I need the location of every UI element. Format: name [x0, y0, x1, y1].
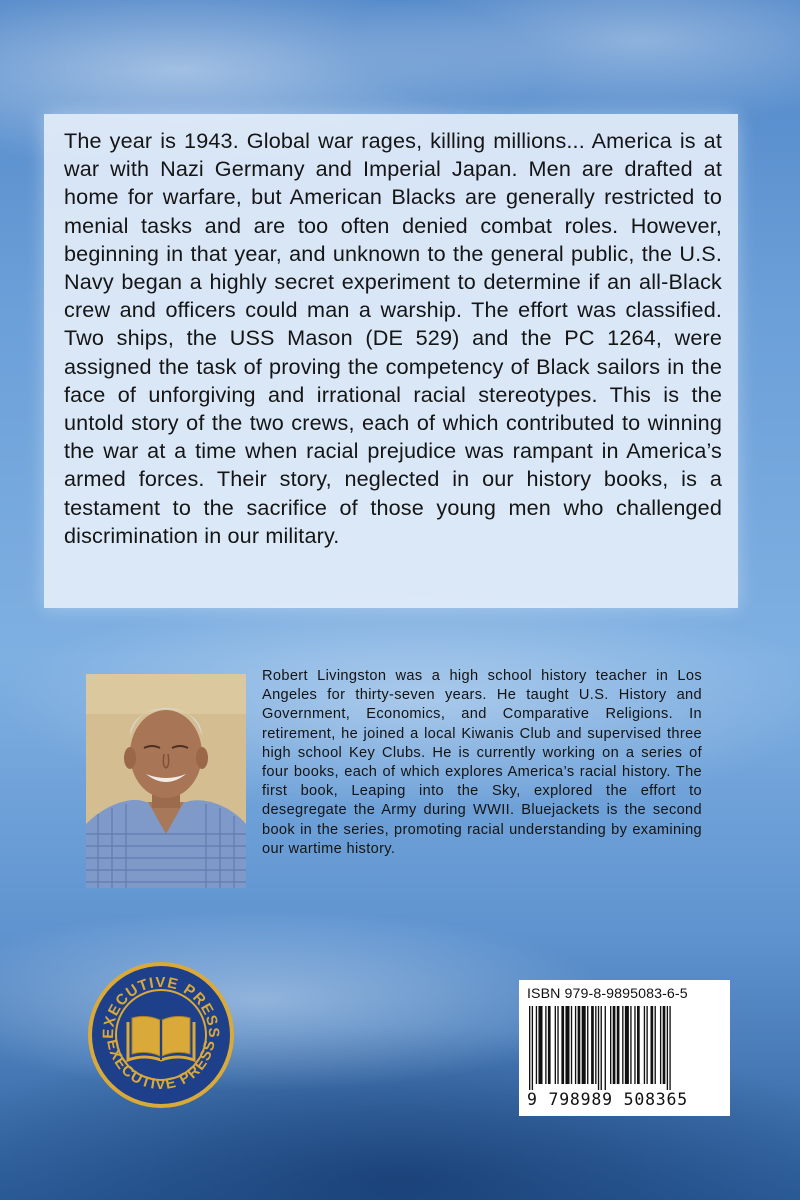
barcode-bar — [637, 1006, 640, 1084]
barcode-bar — [617, 1006, 620, 1084]
barcode-bar — [545, 1006, 546, 1084]
barcode-bar — [595, 1006, 596, 1084]
barcode-bar — [651, 1006, 654, 1084]
barcode-bar — [646, 1006, 647, 1084]
barcode-image — [525, 1006, 724, 1090]
barcode-bar — [582, 1006, 586, 1084]
back-cover-blurb: The year is 1943. Global war rages, killing millions... America is at war with Nazi Germany and Imperial Japan. Men are drafted at home for warfare, but American Blacks are generally restricted to menial tasks and are too often denied combat roles. However, beginning in that year, and unknown to the general public, the U.S. Navy began a highly secret experiment to determine if an all-Black crew and officers could man a warship. The effort was classified. Two ships, the USS Mason (DE 529) and the PC 1264, were assigned the task of proving the competency of Black sailors in the face of unforgiving and irrational racial stereotypes. This is the untold story of the two crews, each of which contributed to winning the war at a time when racial prejudice was rampant in America’s armed forces. Their story, neglected in our history books, is a testament to the sacrifice of those young men who challenged discrimination in our military. — [64, 128, 722, 548]
barcode-bar — [561, 1006, 564, 1084]
barcode-bar — [667, 1006, 668, 1090]
seal-text-top: EXECUTIVE PRESS — [99, 973, 223, 1040]
barcode-bar — [660, 1006, 661, 1084]
barcode-bar — [610, 1006, 611, 1084]
barcode-bar — [571, 1006, 572, 1084]
isbn-barcode-box — [519, 980, 730, 1116]
barcode-bar — [578, 1006, 581, 1084]
barcode-bar — [536, 1006, 537, 1084]
author-photo — [86, 674, 246, 888]
barcode-bar — [598, 1006, 599, 1090]
barcode-bar — [529, 1006, 530, 1090]
publisher-seal — [86, 960, 236, 1110]
barcode-bar — [557, 1006, 558, 1084]
barcode-bar — [634, 1006, 635, 1084]
barcode-bar — [532, 1006, 533, 1090]
author-bio: Robert Livingston was a high school history teacher in Los Angeles for thirty-seven years. He taught U.S. History and Government, Economics, and Comparative Religions. In retirement, he joined a local Kiwanis Club and supervised three high school Key Clubs. He is currently working on a series of four books, each of which explores America’s racial history. The first book, Leaping into the Sky, explored the effort to desegregate the Army during WWII. Bluejackets is the second book in the series, promoting racial understanding by examining our wartime history. — [262, 668, 702, 857]
barcode-bar — [591, 1006, 594, 1084]
barcode-bar — [601, 1006, 602, 1090]
barcode-digits: 9 798989 508365 — [527, 1090, 689, 1109]
barcode-bar — [655, 1006, 656, 1084]
isbn-label: ISBN 979-8-9895083-6-5 — [527, 986, 688, 1002]
barcode-bar — [538, 1006, 542, 1084]
barcode-bar — [663, 1006, 666, 1084]
barcode-bar — [669, 1006, 670, 1090]
barcode-bar — [587, 1006, 588, 1084]
barcode-bar — [605, 1006, 606, 1090]
barcode-bar — [625, 1006, 629, 1084]
barcode-bar — [644, 1006, 645, 1084]
barcode-bar — [548, 1006, 551, 1084]
author-photo-illustration — [86, 674, 246, 888]
barcode-bar — [565, 1006, 569, 1084]
barcode-bar — [622, 1006, 623, 1084]
barcode-bar — [575, 1006, 576, 1084]
barcode-bar — [630, 1006, 631, 1084]
barcode-bar — [555, 1006, 556, 1084]
barcode-bar — [613, 1006, 616, 1084]
seal-text-bottom: EXECUTIVE PRESS — [103, 1037, 219, 1094]
